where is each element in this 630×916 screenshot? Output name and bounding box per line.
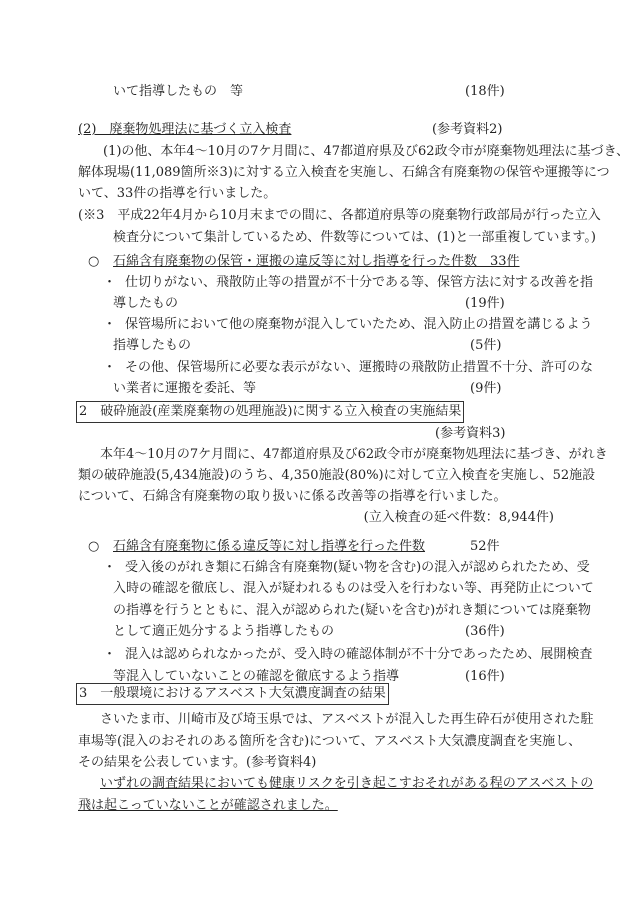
bullet-line: い業者に運搬を委託、等	[113, 381, 257, 396]
bullet-line: 入時の確認を徹底し、混入が疑われるものは受入を行わない等、再発防止について	[113, 581, 594, 596]
summary-text: 石綿含有廃棄物に係る違反等に対し指導を行った件数	[113, 539, 426, 554]
count: (19件)	[465, 296, 505, 311]
bullet-line: その他、保管場所に必要な表示がない、運搬時の飛散防止措置不十分、許可のな	[125, 360, 594, 375]
paragraph-line: 車場等(混入のおそれのある箇所を含む)について、アスベスト大気濃度調査を実施し、	[78, 734, 582, 749]
circle-mark: ○	[88, 254, 100, 269]
bullet-line: として適正処分するよう指導したもの	[113, 624, 335, 639]
count: (16件)	[465, 669, 505, 684]
count: (5件)	[470, 338, 502, 353]
section-heading-boxed: 3 一般環境におけるアスベスト大気濃度調査の結果	[76, 683, 389, 705]
bullet-mark: ・	[103, 647, 117, 662]
bullet-line: の指導を行うとともに、混入が認められた(疑いを含む)がれき類については廃棄物	[113, 603, 591, 618]
paragraph-line: 本年4～10月の7ケ月間に、47都道府県及び62政令市が廃棄物処理法に基づき、がれき	[100, 447, 608, 462]
summary-heading	[113, 537, 500, 557]
inspection-total: (立入検査の延べ件数：8,944件)	[363, 510, 554, 525]
paragraph-line: いて、33件の指導を行いました。	[78, 186, 277, 201]
bullet-line: 指導したもの	[113, 338, 192, 353]
reference: (参考資料3)	[435, 426, 506, 441]
bullet-line: 混入は認められなかったが、受入時の確認体制が不十分であったため、展開検査	[125, 647, 593, 662]
paragraph-line: (1)の他、本年4～10月の7ケ月間に、47都道府県及び62政令市が廃棄物処理法に基づき、	[103, 144, 630, 159]
bullet-mark: ・	[103, 317, 117, 332]
conclusion-line: 飛は起こっていないことが確認されました。	[78, 798, 338, 813]
note-line: 検査分について集計しているため、件数等については、(1)と一部重複しています。)	[113, 230, 596, 245]
section-heading: (2) 廃棄物処理法に基づく立入検査	[78, 122, 292, 137]
bullet-mark: ・	[103, 560, 117, 575]
bullet-line: 導したもの	[113, 296, 179, 311]
paragraph-line: 類の破砕施設(5,434施設)のうち、4,350施設(80%)に対して立入検査を実施し、52施設	[78, 468, 596, 483]
bullet-line: 仕切りがない、飛散防止等の措置が不十分である等、保管方法に対する改善を指	[125, 275, 594, 290]
conclusion-line: いずれの調査結果においても健康リスクを引き起こすおそれがある程のアスベストの	[100, 776, 594, 791]
count: (9件)	[470, 381, 502, 396]
count: (18件)	[465, 84, 505, 99]
reference: (参考資料2)	[432, 122, 503, 137]
note-line: (※3 平成22年4月から10月末までの間に、各都道府県等の廃棄物行政部局が行った立入	[78, 208, 601, 223]
continued-text: いて指導したもの 等	[113, 84, 244, 99]
summary-count: 52件	[470, 539, 500, 554]
count: (36件)	[465, 624, 505, 639]
summary-heading: 石綿含有廃棄物の保管・運搬の違反等に対し指導を行った件数 33件	[113, 254, 520, 269]
bullet-mark: ・	[103, 275, 117, 290]
bullet-line: 等混入していないことの確認を徹底するよう指導	[113, 669, 400, 684]
paragraph-line: さいたま市、川崎市及び埼玉県では、アスベストが混入した再生砕石が使用された駐	[100, 712, 594, 727]
paragraph-line: その結果を公表しています。(参考資料4)	[78, 755, 317, 770]
bullet-mark: ・	[103, 360, 117, 375]
bullet-line: 保管場所において他の廃棄物が混入していたため、混入防止の措置を講じるよう	[125, 317, 593, 332]
circle-mark: ○	[88, 539, 100, 554]
bullet-line: 受入後のがれき類に石綿含有廃棄物(疑い物を含む)の混入が認められたため、受	[125, 560, 590, 575]
paragraph-line: について、石綿含有廃棄物の取り扱いに係る改善等の指導を行いました。	[78, 489, 507, 504]
paragraph-line: 解体現場(11,089箇所※3)に対する立入検査を実施し、石綿含有廃棄物の保管や運搬等につ	[78, 165, 610, 180]
section-heading-boxed: 2 破砕施設(産業廃棄物の処理施設)に関する立入検査の実施結果	[76, 401, 464, 423]
